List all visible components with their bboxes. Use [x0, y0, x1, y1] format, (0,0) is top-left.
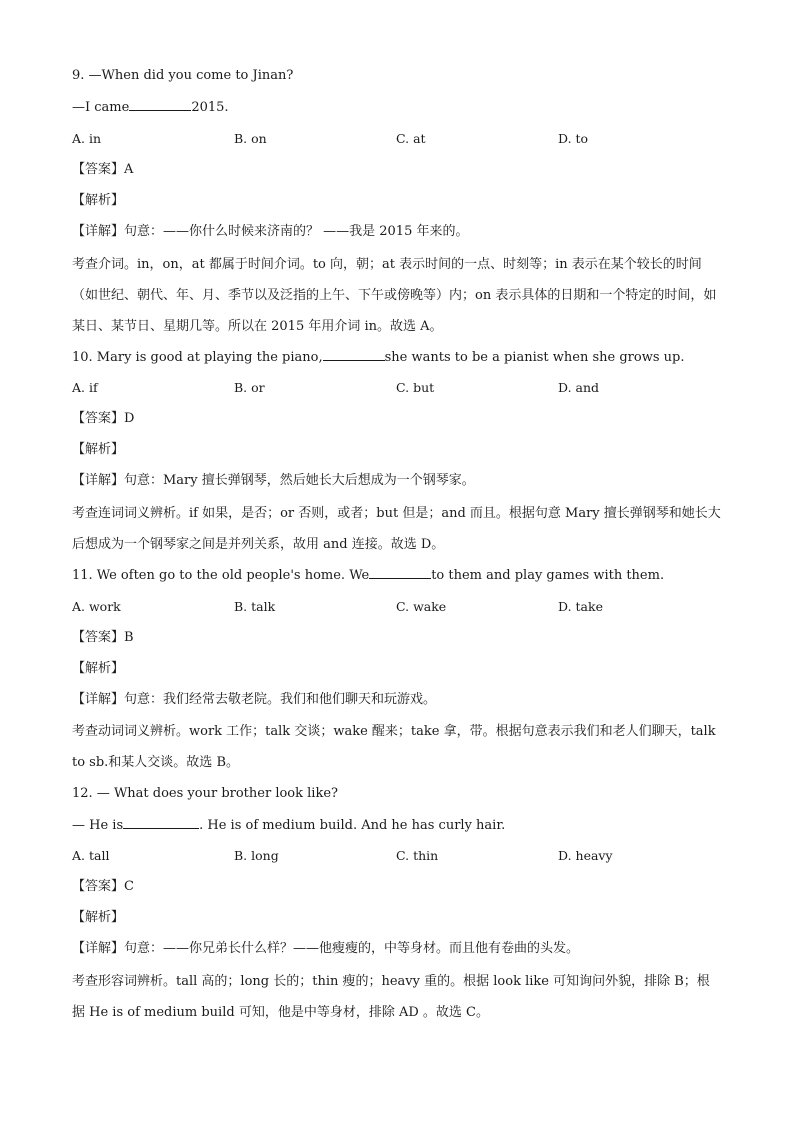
question-9-answer: 【答案】A — [72, 162, 134, 177]
question-11-option-d: D. take — [558, 599, 603, 614]
question-9-prefix: —I came — [72, 100, 130, 115]
question-9-detail: 【详解】句意：——你什么时候来济南的？ ——我是 2015 年来的。 — [72, 224, 469, 239]
question-12-prefix: — He is — [72, 818, 124, 833]
question-12-answer-line — [72, 816, 722, 835]
question-10-answer: 【答案】D — [72, 411, 135, 426]
question-12-option-d: D. heavy — [558, 848, 613, 863]
question-10-prefix: 10. Mary is good at playing the piano, — [72, 350, 323, 365]
question-9-suffix: 2015. — [191, 100, 229, 115]
question-11-blank — [369, 566, 431, 579]
question-10-analysis-label: 【解析】 — [72, 442, 125, 457]
question-12-blank — [123, 816, 199, 829]
question-10-option-c: C. but — [396, 380, 435, 395]
question-12-option-b: B. long — [234, 848, 279, 863]
question-11-analysis-label: 【解析】 — [72, 661, 125, 676]
question-12-option-a: A. tall — [72, 848, 110, 863]
question-12-option-c: C. thin — [396, 848, 439, 863]
question-12-suffix: . He is of medium build. And he has curly hair. — [199, 818, 506, 833]
question-10-explanation: 考查连词词义辨析。if 如果，是否；or 否则，或者；but 但是；and 而且。根据句意 Mary 擅长弹钢琴和她长大后想成为一个钢琴家之间是并列关系，故用 and 连接。故选 D。 — [72, 506, 721, 552]
question-11-answer: 【答案】B — [72, 630, 134, 645]
question-9-stem: 9. —When did you come to Jinan? — [72, 68, 294, 83]
question-11-detail: 【详解】句意：我们经常去敬老院。我们和他们聊天和玩游戏。 — [72, 692, 437, 707]
question-9-answer-line — [72, 98, 722, 117]
question-10-stem — [72, 348, 722, 367]
question-11-option-a: A. work — [72, 599, 121, 614]
question-10-suffix: she wants to be a pianist when she grows up. — [384, 350, 685, 365]
question-11-suffix: to them and play games with them. — [431, 568, 665, 583]
question-9-blank — [129, 98, 191, 111]
question-9-analysis-label: 【解析】 — [72, 193, 125, 208]
question-9-option-b: B. on — [234, 131, 267, 146]
question-10-option-d: D. and — [558, 380, 600, 395]
question-10-option-a: A. if — [72, 380, 98, 395]
question-12-analysis-label: 【解析】 — [72, 910, 125, 925]
question-11-option-b: B. talk — [234, 599, 276, 614]
question-10-detail: 【详解】句意：Mary 擅长弹钢琴，然后她长大后想成为一个钢琴家。 — [72, 473, 475, 488]
question-12-detail: 【详解】句意：——你兄弟长什么样？——他瘦瘦的，中等身材。而且他有卷曲的头发。 — [72, 941, 580, 956]
question-12-answer: 【答案】C — [72, 879, 134, 894]
question-11-explanation: 考查动词词义辨析。work 工作；talk 交谈；wake 醒来；take 拿，带。根据句意表示我们和老人们聊天，talk to sb.和某人交谈。故选 B。 — [72, 724, 716, 770]
question-12-stem: 12. — What does your brother look like? — [72, 786, 338, 801]
question-10-blank — [323, 348, 385, 361]
question-11-prefix: 11. We often go to the old people's home. We — [72, 568, 370, 583]
question-12-explanation: 考查形容词辨析。tall 高的；long 长的；thin 瘦的；heavy 重的。根据 look like 可知询问外貌，排除 B；根据 He is of medium build 可知，他是中等身材，排除 AD 。故选 C。 — [72, 974, 710, 1020]
question-9-option-a: A. in — [72, 131, 102, 146]
question-9-option-d: D. to — [558, 131, 589, 146]
question-11-option-c: C. wake — [396, 599, 447, 614]
question-9-explanation: 考查介词。in，on，at 都属于时间介词。to 向，朝；at 表示时间的一点、时刻等；in 表示在某个较长的时间（如世纪、朝代、年、月、季节以及泛指的上午、下午或傍晚等）内；on 表示具体的日期和一个特定的时间，如某日、某节日、星期几等。所以在 2015 年用介词 in。故选 A。 — [72, 257, 717, 334]
question-10-option-b: B. or — [234, 380, 265, 395]
question-9-option-c: C. at — [396, 131, 426, 146]
question-11-stem — [72, 566, 722, 585]
